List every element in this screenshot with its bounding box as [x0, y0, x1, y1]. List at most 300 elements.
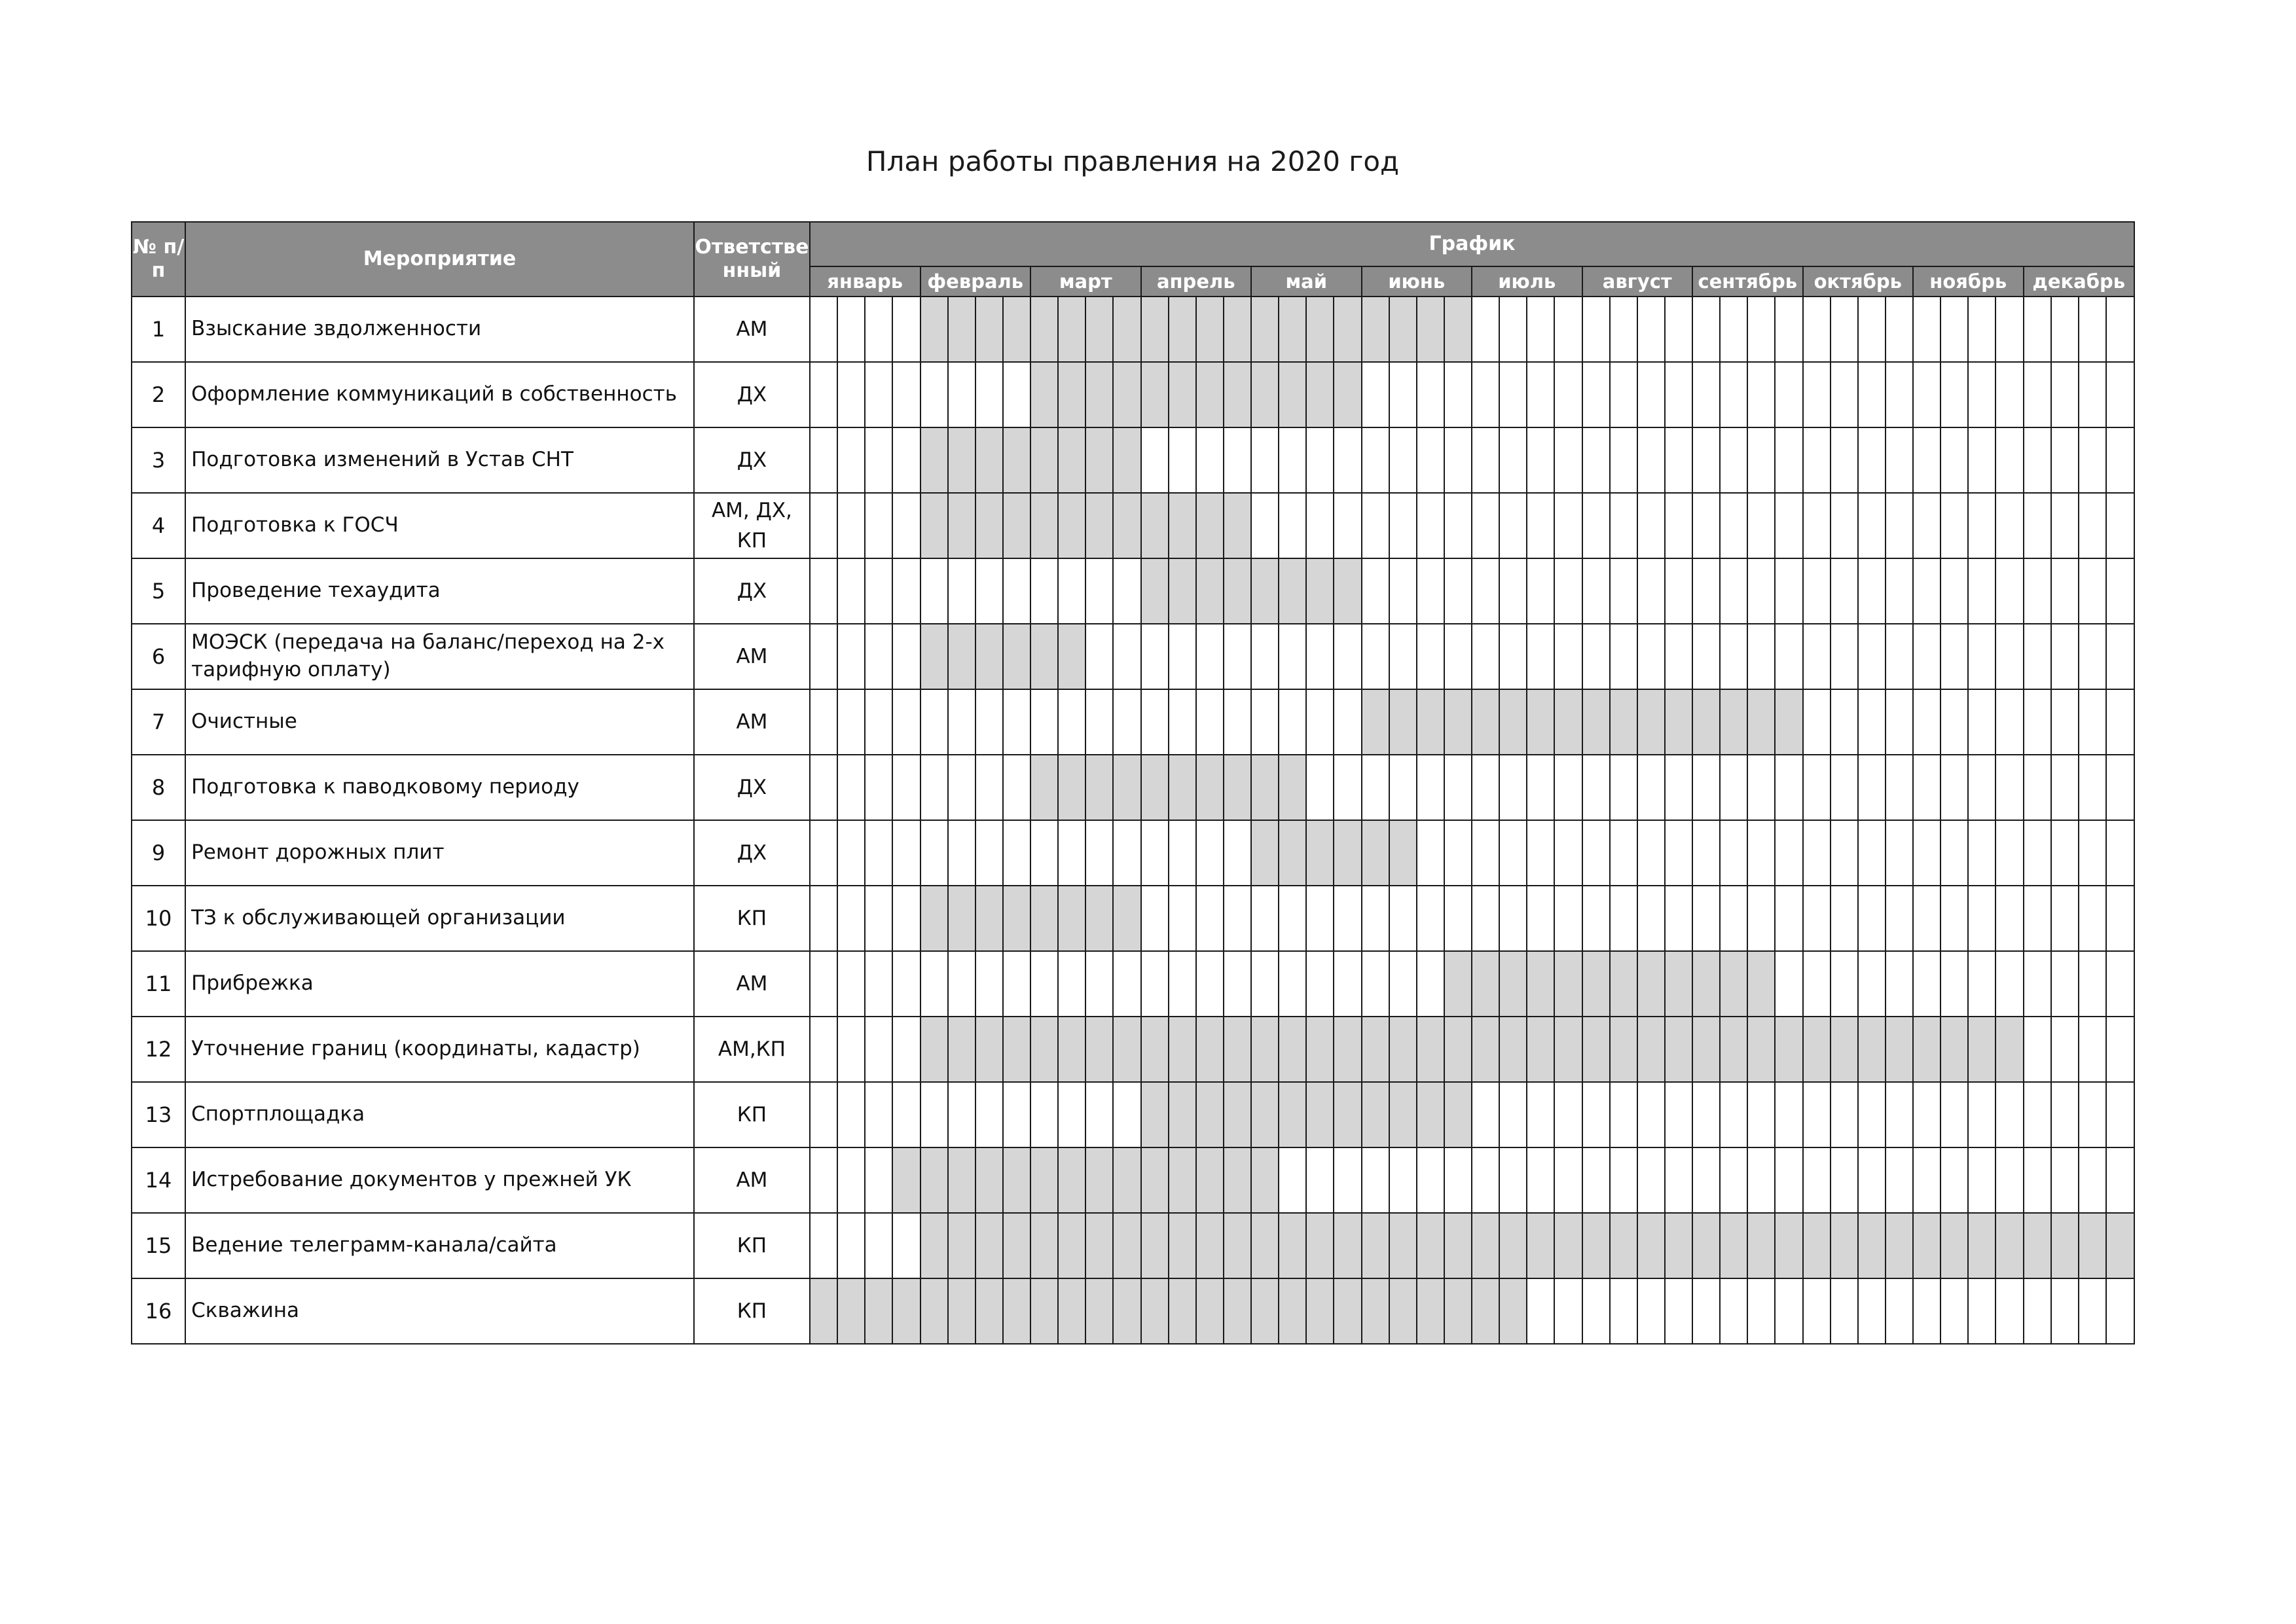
schedule-cell: [1362, 886, 1389, 951]
schedule-cell: [1968, 624, 1995, 689]
responsible: КП: [694, 1278, 810, 1344]
schedule-cell: [1968, 493, 1995, 558]
schedule-cell: [1858, 951, 1886, 1017]
schedule-cell: [2106, 886, 2134, 951]
schedule-cell: [1720, 820, 1747, 886]
schedule-cell: [1803, 1147, 1831, 1213]
schedule-cell-filled: [948, 1213, 975, 1278]
schedule-cell-filled: [1637, 1213, 1665, 1278]
schedule-cell-filled: [1030, 1278, 1058, 1344]
schedule-cell: [2024, 493, 2051, 558]
schedule-cell: [1444, 886, 1472, 951]
schedule-cell: [1472, 362, 1499, 427]
schedule-cell-filled: [1417, 689, 1444, 755]
schedule-cell-filled: [1995, 1017, 2023, 1082]
table-row: [132, 1017, 2134, 1082]
schedule-cell-filled: [1224, 558, 1251, 624]
schedule-cell: [1030, 689, 1058, 755]
schedule-cell-filled: [1030, 427, 1058, 493]
schedule-cell-filled: [1058, 493, 1085, 558]
schedule-cell: [1472, 427, 1499, 493]
schedule-cell-filled: [1058, 1147, 1085, 1213]
schedule-cell: [1554, 820, 1582, 886]
schedule-cell: [1224, 427, 1251, 493]
schedule-cell: [1362, 624, 1389, 689]
table-row: [132, 1213, 2134, 1278]
schedule-cell: [1886, 755, 1913, 820]
schedule-cell: [1858, 1082, 1886, 1147]
schedule-cell: [1692, 1278, 1720, 1344]
schedule-cell-filled: [1913, 1213, 1941, 1278]
schedule-cell: [1472, 624, 1499, 689]
schedule-cell: [1995, 951, 2023, 1017]
schedule-cell: [865, 558, 892, 624]
schedule-cell-filled: [1030, 1213, 1058, 1278]
schedule-cell-filled: [1085, 886, 1113, 951]
schedule-cell: [1803, 886, 1831, 951]
schedule-cell: [2024, 886, 2051, 951]
schedule-cell: [1941, 886, 1968, 951]
schedule-cell: [1169, 951, 1196, 1017]
schedule-cell-filled: [837, 1278, 865, 1344]
schedule-cell: [865, 820, 892, 886]
schedule-cell-filled: [1003, 427, 1030, 493]
schedule-cell-filled: [1251, 820, 1279, 886]
schedule-cell-filled: [1527, 689, 1554, 755]
schedule-cell-filled: [1003, 1213, 1030, 1278]
schedule-cell: [892, 755, 920, 820]
schedule-cell-filled: [1499, 1278, 1527, 1344]
schedule-cell: [1913, 1278, 1941, 1344]
schedule-cell: [1582, 1278, 1610, 1344]
schedule-cell: [1692, 820, 1720, 886]
table-row: [132, 951, 2134, 1017]
schedule-cell-filled: [1582, 1213, 1610, 1278]
schedule-cell: [1582, 493, 1610, 558]
schedule-cell: [1417, 427, 1444, 493]
schedule-cell-filled: [1720, 689, 1747, 755]
schedule-cell: [1968, 297, 1995, 362]
schedule-cell-filled: [1169, 493, 1196, 558]
schedule-cell: [1141, 886, 1169, 951]
row-number: 5: [132, 558, 185, 624]
schedule-cell: [810, 362, 837, 427]
schedule-cell: [1610, 297, 1637, 362]
schedule-cell: [920, 689, 948, 755]
schedule-cell: [1030, 951, 1058, 1017]
schedule-cell: [1169, 689, 1196, 755]
schedule-cell: [2106, 558, 2134, 624]
row-number: 4: [132, 493, 185, 558]
schedule-cell-filled: [1389, 1082, 1417, 1147]
schedule-cell-filled: [920, 624, 948, 689]
schedule-cell: [837, 362, 865, 427]
schedule-cell-filled: [1113, 1213, 1140, 1278]
schedule-cell: [1831, 886, 1858, 951]
schedule-cell: [2051, 886, 2079, 951]
schedule-cell: [1858, 493, 1886, 558]
schedule-cell: [837, 755, 865, 820]
schedule-cell: [2079, 689, 2106, 755]
schedule-cell: [1720, 755, 1747, 820]
schedule-cell: [1334, 1147, 1361, 1213]
schedule-cell: [1720, 558, 1747, 624]
page-title: План работы правления на 2020 год: [866, 145, 1400, 177]
schedule-cell-filled: [1141, 1213, 1169, 1278]
schedule-cell: [2079, 624, 2106, 689]
schedule-cell-filled: [1085, 297, 1113, 362]
schedule-cell: [1692, 362, 1720, 427]
schedule-cell-filled: [1085, 1213, 1113, 1278]
schedule-cell: [1279, 951, 1306, 1017]
schedule-cell: [837, 624, 865, 689]
schedule-cell-filled: [1306, 362, 1334, 427]
schedule-cell: [1775, 1082, 1802, 1147]
schedule-cell: [1692, 1082, 1720, 1147]
schedule-cell: [1803, 297, 1831, 362]
schedule-cell-filled: [1251, 362, 1279, 427]
schedule-cell: [810, 755, 837, 820]
schedule-cell: [1499, 558, 1527, 624]
schedule-cell-filled: [1472, 1213, 1499, 1278]
schedule-cell: [865, 362, 892, 427]
schedule-cell: [1995, 1278, 2023, 1344]
schedule-cell: [1747, 886, 1775, 951]
schedule-cell-filled: [1251, 1278, 1279, 1344]
schedule-cell-filled: [1720, 1017, 1747, 1082]
schedule-cell: [1389, 427, 1417, 493]
schedule-cell-filled: [1941, 1213, 1968, 1278]
schedule-cell: [2051, 1147, 2079, 1213]
schedule-cell-filled: [975, 886, 1003, 951]
schedule-cell: [865, 1213, 892, 1278]
event-name: МОЭСК (передача на баланс/переход на 2-х тарифную оплату): [185, 624, 694, 689]
schedule-cell: [1472, 297, 1499, 362]
schedule-cell-filled: [1417, 1278, 1444, 1344]
schedule-cell: [865, 1082, 892, 1147]
schedule-cell: [1306, 493, 1334, 558]
schedule-cell: [1279, 493, 1306, 558]
schedule-cell: [892, 558, 920, 624]
schedule-cell-filled: [1913, 1017, 1941, 1082]
schedule-cell: [2024, 624, 2051, 689]
schedule-cell: [1858, 624, 1886, 689]
row-number: 11: [132, 951, 185, 1017]
schedule-cell-filled: [975, 624, 1003, 689]
schedule-cell: [1831, 755, 1858, 820]
event-name: Уточнение границ (координаты, кадастр): [185, 1017, 694, 1082]
schedule-cell-filled: [1196, 493, 1224, 558]
schedule-cell-filled: [1444, 297, 1472, 362]
schedule-cell: [1582, 362, 1610, 427]
schedule-cell: [1196, 624, 1224, 689]
schedule-cell-filled: [1058, 1278, 1085, 1344]
schedule-cell: [1251, 493, 1279, 558]
schedule-cell: [1582, 1082, 1610, 1147]
schedule-cell-filled: [1058, 427, 1085, 493]
schedule-cell: [975, 1082, 1003, 1147]
schedule-cell-filled: [1113, 886, 1140, 951]
schedule-cell: [1527, 1082, 1554, 1147]
schedule-cell: [1141, 427, 1169, 493]
header-row: [132, 222, 2134, 266]
schedule-cell: [1775, 624, 1802, 689]
schedule-cell: [1499, 427, 1527, 493]
responsible: АМ,КП: [694, 1017, 810, 1082]
schedule-cell: [1803, 755, 1831, 820]
schedule-cell: [1637, 493, 1665, 558]
schedule-cell: [1775, 362, 1802, 427]
schedule-cell-filled: [1003, 624, 1030, 689]
schedule-cell: [1692, 1147, 1720, 1213]
schedule-cell: [1941, 558, 1968, 624]
schedule-cell: [2079, 1147, 2106, 1213]
schedule-cell: [2024, 1278, 2051, 1344]
schedule-cell: [1334, 689, 1361, 755]
schedule-cell: [2051, 820, 2079, 886]
schedule-cell-filled: [1251, 297, 1279, 362]
schedule-cell: [2051, 362, 2079, 427]
schedule-cell-filled: [1279, 558, 1306, 624]
schedule-cell: [1995, 1082, 2023, 1147]
schedule-cell: [1886, 820, 1913, 886]
schedule-cell-filled: [920, 1278, 948, 1344]
schedule-cell-filled: [1251, 558, 1279, 624]
schedule-cell-filled: [1334, 362, 1361, 427]
schedule-cell: [1279, 886, 1306, 951]
schedule-cell: [1499, 362, 1527, 427]
schedule-cell: [1610, 427, 1637, 493]
schedule-cell: [1968, 755, 1995, 820]
row-number: 14: [132, 1147, 185, 1213]
header-schedule: График: [810, 222, 2134, 266]
schedule-cell-filled: [1113, 1278, 1140, 1344]
schedule-cell: [1886, 493, 1913, 558]
schedule-cell: [1720, 1147, 1747, 1213]
schedule-cell-filled: [1637, 1017, 1665, 1082]
schedule-cell: [1858, 558, 1886, 624]
schedule-cell: [1913, 624, 1941, 689]
schedule-cell: [1196, 951, 1224, 1017]
schedule-cell: [1085, 820, 1113, 886]
schedule-cell: [948, 689, 975, 755]
month-header: июль: [1472, 266, 1582, 297]
schedule-cell: [1444, 1147, 1472, 1213]
schedule-cell: [2079, 1017, 2106, 1082]
schedule-cell-filled: [1747, 1213, 1775, 1278]
schedule-cell: [1995, 1147, 2023, 1213]
schedule-cell: [1224, 820, 1251, 886]
schedule-cell: [1637, 820, 1665, 886]
schedule-cell: [1886, 624, 1913, 689]
schedule-cell: [865, 297, 892, 362]
schedule-cell-filled: [1362, 1082, 1389, 1147]
schedule-cell: [1995, 493, 2023, 558]
schedule-cell: [1003, 755, 1030, 820]
schedule-cell: [1306, 1147, 1334, 1213]
schedule-cell-filled: [1085, 755, 1113, 820]
schedule-cell-filled: [1030, 493, 1058, 558]
schedule-cell: [1499, 1147, 1527, 1213]
schedule-cell: [1527, 427, 1554, 493]
schedule-cell: [1389, 1147, 1417, 1213]
schedule-cell-filled: [1003, 1017, 1030, 1082]
schedule-cell: [1554, 427, 1582, 493]
schedule-cell: [1306, 951, 1334, 1017]
schedule-cell-filled: [1003, 1147, 1030, 1213]
schedule-cell-filled: [1169, 1017, 1196, 1082]
schedule-cell: [892, 624, 920, 689]
month-header: август: [1582, 266, 1693, 297]
schedule-cell: [865, 689, 892, 755]
schedule-cell: [1803, 427, 1831, 493]
schedule-cell-filled: [1472, 951, 1499, 1017]
responsible: ДХ: [694, 755, 810, 820]
schedule-cell-filled: [1389, 1213, 1417, 1278]
schedule-cell: [2079, 1082, 2106, 1147]
schedule-cell-filled: [948, 1017, 975, 1082]
schedule-cell-filled: [1582, 951, 1610, 1017]
schedule-cell: [1362, 1147, 1389, 1213]
schedule-cell-filled: [1085, 1147, 1113, 1213]
schedule-cell-filled: [1444, 1278, 1472, 1344]
schedule-cell: [865, 1147, 892, 1213]
schedule-cell: [1803, 362, 1831, 427]
schedule-cell: [2051, 1278, 2079, 1344]
schedule-cell: [810, 820, 837, 886]
schedule-cell: [1389, 886, 1417, 951]
schedule-cell: [1527, 624, 1554, 689]
schedule-cell-filled: [1362, 1278, 1389, 1344]
table-row: [132, 689, 2134, 755]
schedule-cell: [2051, 493, 2079, 558]
schedule-cell-filled: [1831, 1213, 1858, 1278]
schedule-cell: [1886, 1082, 1913, 1147]
schedule-cell: [1637, 297, 1665, 362]
schedule-cell: [1913, 427, 1941, 493]
event-name: Ремонт дорожных плит: [185, 820, 694, 886]
schedule-cell: [1968, 1147, 1995, 1213]
schedule-cell: [1913, 362, 1941, 427]
schedule-cell: [1169, 886, 1196, 951]
schedule-cell: [1499, 1082, 1527, 1147]
schedule-cell: [2079, 362, 2106, 427]
schedule-cell: [1941, 1278, 1968, 1344]
schedule-cell-filled: [1803, 1213, 1831, 1278]
schedule-cell: [1995, 624, 2023, 689]
schedule-cell-filled: [1444, 1017, 1472, 1082]
schedule-cell: [1637, 427, 1665, 493]
schedule-cell: [1003, 558, 1030, 624]
schedule-cell-filled: [2051, 1213, 2079, 1278]
schedule-cell: [1362, 493, 1389, 558]
schedule-cell: [810, 1082, 837, 1147]
schedule-cell: [1417, 1147, 1444, 1213]
schedule-cell: [2079, 886, 2106, 951]
schedule-cell: [975, 820, 1003, 886]
schedule-cell-filled: [1169, 558, 1196, 624]
header-num: № п/п: [132, 222, 185, 297]
schedule-cell: [1886, 1147, 1913, 1213]
row-number: 3: [132, 427, 185, 493]
header-event: Мероприятие: [185, 222, 694, 297]
schedule-cell-filled: [1113, 1147, 1140, 1213]
schedule-cell-filled: [1334, 558, 1361, 624]
schedule-cell: [1968, 362, 1995, 427]
schedule-cell: [1665, 427, 1692, 493]
schedule-cell-filled: [1417, 1082, 1444, 1147]
schedule-cell: [2051, 755, 2079, 820]
schedule-cell-filled: [1224, 1147, 1251, 1213]
schedule-cell-filled: [1279, 1213, 1306, 1278]
schedule-cell: [1224, 689, 1251, 755]
schedule-cell: [1692, 297, 1720, 362]
schedule-cell: [2024, 689, 2051, 755]
schedule-cell: [810, 493, 837, 558]
schedule-cell: [1803, 689, 1831, 755]
schedule-cell: [1444, 820, 1472, 886]
schedule-cell: [948, 558, 975, 624]
schedule-cell: [837, 1213, 865, 1278]
schedule-cell: [1362, 362, 1389, 427]
schedule-cell-filled: [1279, 362, 1306, 427]
schedule-cell: [1858, 297, 1886, 362]
schedule-cell: [1858, 689, 1886, 755]
schedule-cell: [1389, 362, 1417, 427]
schedule-cell: [1720, 493, 1747, 558]
responsible: КП: [694, 886, 810, 951]
schedule-cell-filled: [1141, 1017, 1169, 1082]
schedule-cell-filled: [1334, 1017, 1361, 1082]
schedule-cell: [1968, 1278, 1995, 1344]
schedule-cell: [1637, 886, 1665, 951]
schedule-cell: [1334, 886, 1361, 951]
schedule-cell: [1003, 689, 1030, 755]
schedule-cell-filled: [1224, 493, 1251, 558]
schedule-cell: [1610, 558, 1637, 624]
schedule-cell: [1747, 755, 1775, 820]
event-name: Оформление коммуникаций в собственность: [185, 362, 694, 427]
schedule-cell: [1389, 624, 1417, 689]
schedule-cell: [892, 493, 920, 558]
schedule-cell-filled: [1141, 1278, 1169, 1344]
schedule-cell: [1527, 493, 1554, 558]
schedule-cell-filled: [1775, 689, 1802, 755]
schedule-cell: [892, 427, 920, 493]
schedule-cell: [2024, 820, 2051, 886]
schedule-cell-filled: [1058, 886, 1085, 951]
schedule-cell-filled: [810, 1278, 837, 1344]
schedule-cell: [837, 297, 865, 362]
schedule-cell: [1775, 755, 1802, 820]
schedule-cell: [1169, 624, 1196, 689]
schedule-cell: [892, 820, 920, 886]
schedule-cell: [2051, 1082, 2079, 1147]
schedule-cell-filled: [1279, 297, 1306, 362]
schedule-cell: [1858, 886, 1886, 951]
schedule-cell: [1196, 886, 1224, 951]
schedule-cell-filled: [1665, 1017, 1692, 1082]
schedule-cell: [1803, 558, 1831, 624]
schedule-cell: [1417, 951, 1444, 1017]
schedule-cell-filled: [975, 427, 1003, 493]
schedule-cell-filled: [1279, 1278, 1306, 1344]
schedule-cell-filled: [1610, 951, 1637, 1017]
schedule-cell-filled: [1554, 1213, 1582, 1278]
responsible: ДХ: [694, 820, 810, 886]
schedule-cell: [837, 427, 865, 493]
schedule-cell: [2106, 624, 2134, 689]
